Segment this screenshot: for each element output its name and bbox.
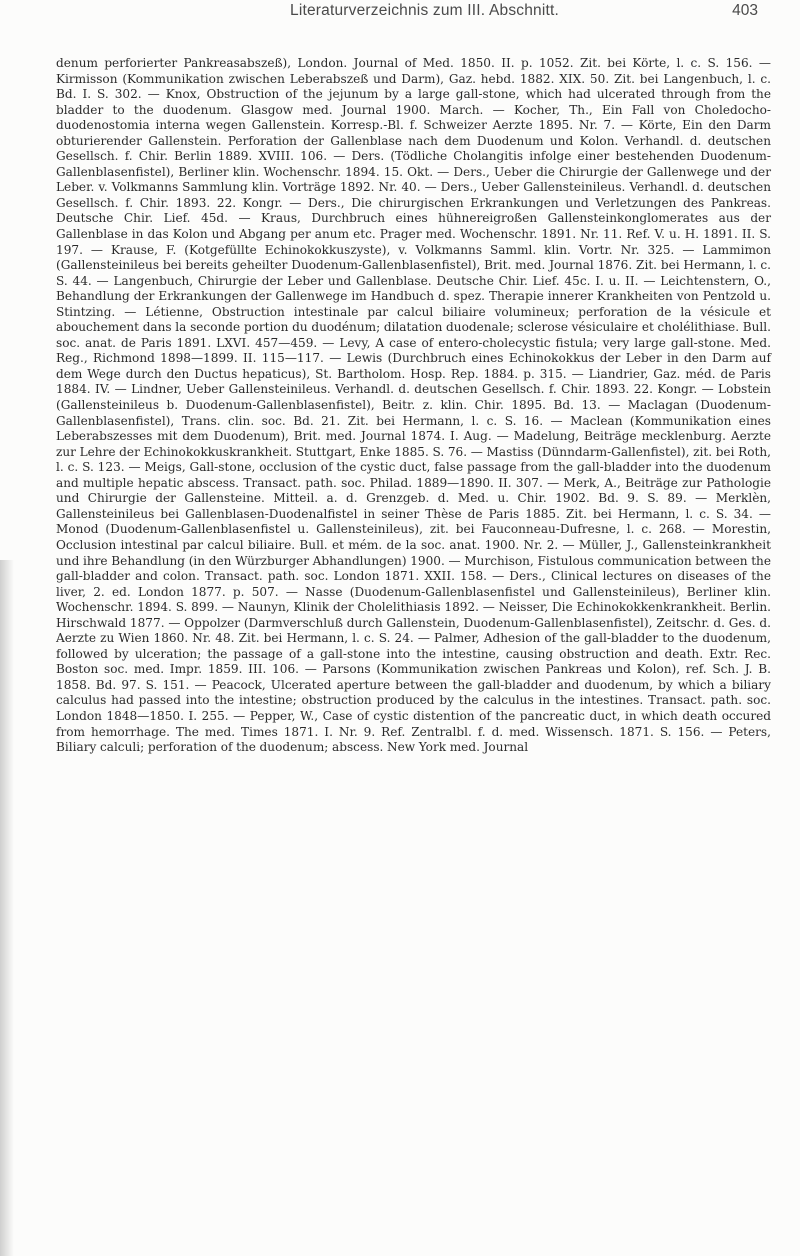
bibliography-paragraph: denum perforierter Pankreasabszeß), London. Journal of Med. 1850. II. p. 1052. Zit. bei Körte, l. c. S. 156. — Kirmisson (Kommunikation zwischen Leberabszeß und Darm), Gaz. hebd. 1882. XIX. 50. Zit. bei Langenbuch, l. c. Bd. I. S. 302. — Knox, Obstruction of the jejunum by a large gall-stone, which had ulcerated through from the bladder to the duodenum. Glasgow med. Journal 1900. March. — Kocher, Th., Ein Fall von Choledocho-duodenostomia interna wegen Gallenstein. Korresp.-Bl. f. Schweizer Aerzte 1895. Nr. 7. — Körte, Ein den Darm obturierender Gallenstein. Perforation der Gallenblase nach dem Duodenum und Kolon. Verhandl. d. deutschen Gesellsch. f. Chir. Berlin 1889. XVIII. 106. — Ders. (Tödliche Cholangitis infolge einer bestehenden Duodenum-Gallenblasenfistel), Berliner klin. Wochenschr. 1894. 15. Okt. — Ders., Ueber die Chirurgie der Gallenwege und der Leber. v. Volkmanns Sammlung klin. Vorträge 1892. Nr. 40. — Ders., Ueber Gallensteinileus. Verhandl. d. deutschen Gesellsch. f. Chir. 1893. 22. Kongr. — Ders., Die chirurgischen Erkrankungen und Verletzungen des Pankreas. Deutsche Chir. Lief. 45d. — Kraus, Durchbruch eines hühnereigroßen Gallensteinkonglomerates aus der Gallenblase in das Kolon und Abgang per anum etc. Prager med. Wochenschr. 1891. Nr. 11. Ref. V. u. H. 1891. II. S. 197. — Krause, F. (Kotgefüllte Echinokokkuszyste), v. Volkmanns Samml. klin. Vortr. Nr. 325. — Lammimon (Gallensteinileus bei bereits geheilter Duodenum-Gallenblasenfistel), Brit. med. Journal 1876. Zit. bei Hermann, l. c. S. 44. — Langenbuch, Chirurgie der Leber und Gallenblase. Deutsche Chir. Lief. 45c. I. u. II. — Leichtenstern, O., Behandlung der Erkrankungen der Gallenwege im Handbuch d. spez. Therapie innerer Krankheiten von Pentzold u. Stintzing. — Létienne, Obstruction intestinale par calcul biliaire volumineux; perforation de la vésicule et abouchement dans la seconde portion du duodénum; dilatation duodenale; sclerose vésiculaire et cholélithiase. Bull. soc. anat. de Paris 1891. LXVI. 457—459. — Levy, A case of entero-cholecystic fistula; very large gall-stone. Med. Reg., Richmond 1898—1899. II. 115—117. — Lewis (Durchbruch eines Echinokokkus der Leber in den Darm auf dem Wege durch den Ductus hepaticus), St. Bartholom. Hosp. Rep. 1884. p. 315. — Liandrier, Gaz. méd. de Paris 1884. IV. — Lindner, Ueber Gallensteinileus. Verhandl. d. deutschen Gesellsch. f. Chir. 1893. 22. Kongr. — Lobstein (Gallensteinileus b. Duodenum-Gallenblasenfistel), Beitr. z. klin. Chir. 1895. Bd. 13. — Maclagan (Duodenum-Gallenblasenfistel), Trans. clin. soc. Bd. 21. Zit. bei Hermann, l. c. S. 16. — Maclean (Kommunikation eines Leberabszesses mit dem Duodenum), Brit. med. Journal 1874. I. Aug. — Madelung, Beiträge mecklenburg. Aerzte zur Lehre der Echinokokkuskrankheit. Stuttgart, Enke 1885. S. 76. — Mastiss (Dünndarm-Gallenfistel), zit. bei Roth, l. c. S. 123. — Meigs, Gall-stone, occlusion of the cystic duct, false passage from the gall-bladder into the duodenum and multiple hepatic abscess. Transact. path. soc. Philad. 1889—1890. II. 307. — Merk, A., Beiträge zur Pathologie und Chirurgie der Gallensteine. Mitteil. a. d. Grenzgeb. d. Med. u. Chir. 1902. Bd. 9. S. 89. — Merklèn, Gallensteinileus bei Gallenblasen-Duodenalfistel in seiner Thèse de Paris 1885. Zit. bei Hermann, l. c. S. 34. — Monod (Duodenum-Gallenblasenfistel u. Gallensteinileus), zit. bei Fauconneau-Dufresne, l. c. 268. — Morestin, Occlusion intestinal par calcul biliaire. Bull. et mém. de la soc. anat. 1900. Nr. 2. — Müller, J., Gallensteinkrankheit und ihre Behandlung (in den Würzburger Abhandlungen) 1900. — Murchison, Fistulous communication between the gall-bladder and colon. Transact. path. soc. London 1871. XXII. 158. — Ders., Clinical lectures on diseases of the liver, 2. ed. London 1877. p. 507. — Nasse (Duodenum-Gallenblasenfistel und Gallensteinileus), Berliner klin. Wochenschr. 1894. S. 899. — Naunyn, Klinik der Cholelithiasis 1892. — Neisser, Die Echinokokkenkrankheit. Berlin. Hirschwald 1877. — Oppolzer (Darmverschluß durch Gallenstein, Duodenum-Gallenblasenfistel), Zeitschr. d. Ges. d. Aerzte zu Wien 1860. Nr. 48. Zit. bei Hermann, l. c. S. 24. — Palmer, Adhesion of the gall-bladder to the duodenum, followed by ulceration; the passage of a gall-stone into the intestine, causing obstruction and death. Extr. Rec. Boston soc. med. Impr. 1859. III. 106. — Parsons (Kommunikation zwischen Pankreas und Kolon), ref. Sch. J. B. 1858. Bd. 97. S. 151. — Peacock, Ulcerated aperture between the gall-bladder and duodenum, by which a biliary calculus had passed into the intestine; obstruction produced by the calculus in the intestines. Transact. path. soc. London 1848—1850. I. 255. — Pepper, W., Case of cystic distention of the pancreatic duct, in which death occured from hemorrhage. The med. Times 1871. I. Nr. 9. Ref. Zentralbl. f. d. med. Wissensch. 1871. S. 156. — Peters, Biliary calculi; perforation of the duodenum; abscess. New York med. Journal xyxy=(56,56,771,755)
running-head xyxy=(0,2,800,38)
binding-shadow xyxy=(0,560,14,1256)
page-number: 403 xyxy=(732,2,758,19)
bibliography-text xyxy=(56,56,771,756)
running-title: Literaturverzeichnis zum III. Abschnitt. xyxy=(290,2,560,19)
